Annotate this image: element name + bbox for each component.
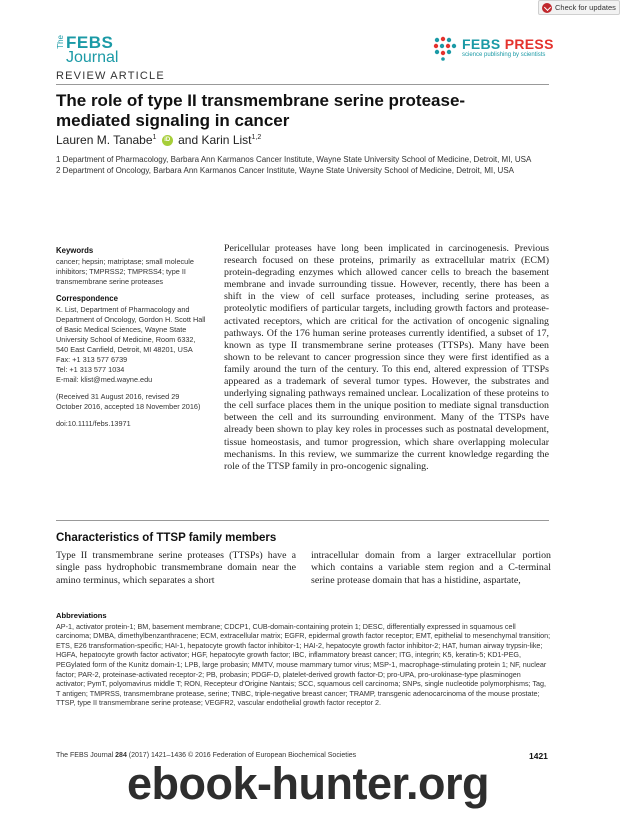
dates-block (56, 392, 206, 412)
keywords-block (56, 246, 206, 287)
article-sidebar (56, 246, 206, 436)
footer-volume: 284 (115, 752, 127, 759)
press-tagline: science publishing by scientists (462, 52, 546, 58)
keywords-heading: Keywords (56, 246, 94, 255)
author-2: and Karin List (178, 133, 252, 147)
correspondence-fax: Fax: +1 313 577 6739 (56, 355, 128, 364)
body-column-2: intracellular domain from a larger extracellular portion which contains a variable stem region and a C-terminal serine protease domain that has a histidine, aspartate, (311, 550, 551, 586)
author-1-affil: 1 (152, 134, 157, 141)
check-for-updates-button[interactable] (538, 0, 620, 15)
doi-link[interactable]: doi:10.1111/febs.13971 (56, 419, 131, 428)
watermark: ebook-hunter.org (127, 758, 489, 809)
doi-block (56, 419, 206, 429)
correspondence-address: K. List, Department of Pharmacology and Department of Oncology, Gordon H. Scott Hall of Basic Medical Sciences, Wayne State University School of Medicine, Room 6332, 540 East Canfield, Detroit, MI 48201, USA (56, 305, 206, 354)
affiliation-1: 1 Department of Pharmacology, Barbara Ann Karmanos Cancer Institute, Wayne State University School of Medicine, Detroit, MI, USA (56, 155, 532, 164)
correspondence-heading: Correspondence (56, 294, 118, 303)
author-line (56, 133, 261, 147)
febs-press-dots-icon (432, 35, 458, 61)
press-name (462, 36, 554, 52)
febs-journal-logo (56, 33, 140, 67)
footer-journal: The FEBS Journal (56, 752, 114, 759)
header-divider (56, 84, 549, 85)
febs-press-logo (432, 35, 554, 65)
correspondence-block (56, 294, 206, 385)
abstract: Pericellular proteases have long been implicated in carcinogenesis. Previous research focused on these proteins, primarily as extracellular matrix (ECM) protein-degrading enzymes which allowed cancer cells to breach the basement membrane and invade surrounding tissue. However, recently, there has been a shift in the view of cell surface proteases, including serine proteases, as proteolytic modifiers of particular targets, including growth factors and protease-activated receptors, which are critical for the activation of oncogenic signaling pathways. Of the 176 human serine proteases currently identified, a subset of 17, known as type II transmembrane serine proteases (TTSPs). Many have been shown to be relevant to cancer progression since they were first identified as a family around the turn of the century. To this end, altered expression of TTSPs appeared as a trademark of several tumor types. However, the substrates and underlying signaling pathways remained unclear. Localization of these proteins to the cell surface places them in the unique position to mediate signal transduction between the cell and its surrounding environment. Many of the TTSPs have already been shown to play key roles in processes such as postnatal development, tissue homeostasis, and tumor progression, which share overlapping molecular mechanisms. In this review, we summarize the current knowledge regarding the role of the TTSP family in pro-oncogenic signaling. (224, 243, 549, 472)
press-febs: FEBS (462, 36, 501, 52)
logo-journal: Journal (66, 49, 119, 66)
orcid-icon[interactable]: iD (162, 135, 173, 146)
abbreviations-text: AP-1, activator protein-1; BM, basement membrane; CDCP1, CUB-domain-containing protein 1; DESC, differentially expressed in squamous cell carcinoma; DMBA, dimethylbenzanthracene; ECM, extracellular matrix; EGFR, epidermal growth factor receptor; EMT, epithelial to mesenchymal transition; ETS, E26 transformation-specific; HAI-1, hepatocyte growth factor inhibitor-1; HAI-2, hepatocyte growth factor inhibitor-2; HAT, human airway trypsin-like; HGFA, hepatocyte growth factor activator; HGF, hepatocyte growth factor; IBC, inflammatory breast cancer; ITG, integrin; K5, keratin-5; KD1-PEG, PEGylated form of the Kunitz domain-1; LPB, large probasin; MMTV, mouse mammary tumor virus; MSP-1, macrophage-stimulating protein 1; NF, nuclear factor; PAR-2, proteinase-activated receptor-2; PB, probasin; PDGF-D, platelet-derived growth factor-D; pro-UPA, pro-urokinase-type plasminogen activator; PymT, polyomavirus middle T; RON, Recepteur d'Origine Nantais; SCC, squamous cell carcinoma; SNPs, single nucleotide polymorphisms; Tag, T antigen; TMPRSS, transmembrane protease, serine; TNBC, triple-negative breast cancer; TRAMP, transgenic adenocarcinoma of the mouse prostate; TTSP, type II transmembrane serine protease; VEGFR2, vascular endothelial growth factor receptor 2. (56, 621, 551, 708)
abbreviations (56, 611, 551, 708)
check-updates-label: Check for updates (555, 3, 616, 12)
section-divider (56, 520, 549, 521)
article-type: REVIEW ARTICLE (56, 70, 165, 82)
author-2-affil: 1,2 (251, 134, 262, 141)
keywords-text: cancer; hepsin; matriptase; small molecule inhibitors; TMPRSS2; TMPRSS4; type II transmembrane serine proteases (56, 257, 194, 286)
press-word: PRESS (504, 36, 554, 52)
abbreviations-heading: Abbreviations (56, 611, 107, 620)
section-heading: Characteristics of TTSP family members (56, 532, 277, 544)
received-dates: (Received 31 August 2016, revised 29 October 2016, accepted 18 November 2016) (56, 392, 201, 411)
author-1: Lauren M. Tanabe (56, 133, 153, 147)
footer-rest: (2017) 1421–1436 © 2016 Federation of European Biochemical Societies (128, 752, 357, 759)
logo-the: The (56, 35, 65, 49)
correspondence-email[interactable]: E-mail: klist@med.wayne.edu (56, 375, 153, 384)
correspondence-tel: Tel: +1 313 577 1034 (56, 365, 125, 374)
body-column-1: Type II transmembrane serine proteases (TTSPs) have a single pass hydrophobic transmembrane domain near the amino terminus, which separates a short (56, 550, 296, 586)
check-updates-icon (542, 3, 552, 13)
affiliation-2: 2 Department of Oncology, Barbara Ann Karmanos Cancer Institute, Wayne State University School of Medicine, Detroit, MI, USA (56, 166, 514, 175)
article-title: The role of type II transmembrane serine protease-mediated signaling in cancer (56, 91, 466, 130)
page-number: 1421 (529, 751, 548, 761)
logo-febs: FEBS (66, 33, 114, 52)
